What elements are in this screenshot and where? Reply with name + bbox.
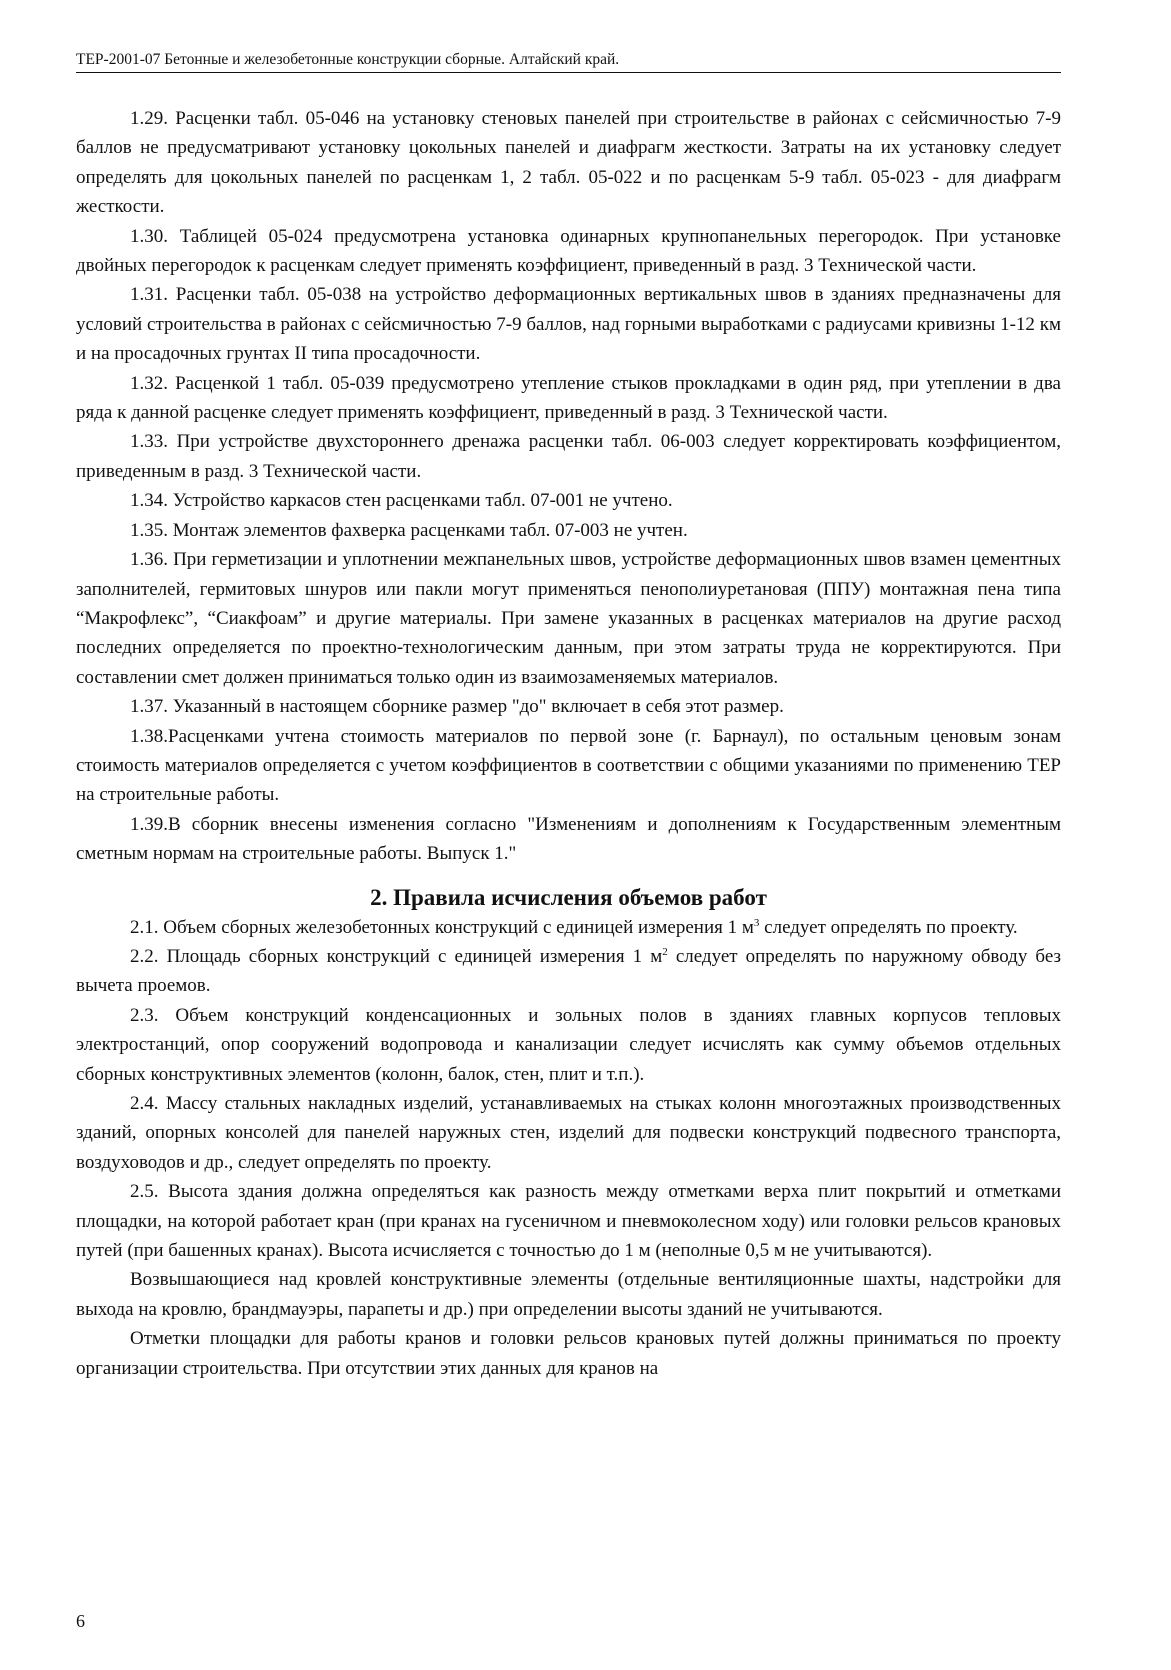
paragraph-1-33: 1.33. При устройстве двухстороннего дренажа расценки табл. 06-003 следует корректировать коэффициентом, приведенным в разд. 3 Технической части.: [76, 431, 1061, 482]
paragraph-2-2: [76, 942, 1061, 1001]
paragraph-2-1-text: 2.1. Объем сборных железобетонных конструкций с единицей измерения 1 м: [130, 916, 754, 938]
paragraph-1-36: 1.36. При герметизации и уплотнении межпанельных швов, устройстве деформационных швов взамен цементных заполнителей, гермитовых шнуров или пакли могут применяться пенополиуретановая (ППУ) монтажная пена типа “Макрофлекс”, “Сиакфоам” и другие материалы. При замене указанных в расценках материалов на другие расход последних определяется по проектно-технологическим данным, при этом затраты труда не корректируются. При составлении смет должен приниматься только один из взаимозаменяемых материалов.: [76, 549, 1061, 688]
running-header: [76, 50, 1061, 73]
paragraph-1-39: 1.39.В сборник внесены изменения согласно "Изменениям и дополнениям к Государственным элементным сметным нормам на строительные работы. Выпуск 1.": [76, 813, 1061, 865]
paragraph-1-29: 1.29. Расценки табл. 05-046 на установку стеновых панелей при строительстве в районах с сейсмичностью 7-9 баллов не предусматривают установку цокольных панелей и диафрагм жесткости. Затраты на их установку следует определять для цокольных панелей по расценкам 1, 2 табл. 05-022 и по расценкам 5-9 табл. 05-023 - для диафрагм жесткости.: [76, 108, 1061, 218]
paragraph-1-34: 1.34. Устройство каркасов стен расценками табл. 07-001 не учтено.: [130, 490, 673, 512]
paragraph-2-5: 2.5. Высота здания должна определяться как разность между отметками верха плит покрытий и отметками площадки, на которой работает кран (при кранах на гусеничном и пневмоколесном ходу) или головки рельсов крановых путей (при башенных кранах). Высота исчисляется с точностью до 1 м (неполные 0,5 м не учитываются).: [76, 1181, 1061, 1262]
section-2-title: 2. Правила исчисления объемов работ: [370, 884, 767, 910]
paragraph-2-1: [76, 913, 1061, 942]
paragraph-1-30: 1.30. Таблицей 05-024 предусмотрена установка одинарных крупнопанельных перегородок. При установке двойных перегородок к расценкам следует применять коэффициент, приведенный в разд. 3 Технической части.: [76, 225, 1061, 277]
paragraph-1-35: 1.35. Монтаж элементов фахверка расценками табл. 07-003 не учтен.: [130, 519, 688, 541]
paragraph-1-32: 1.32. Расценкой 1 табл. 05-039 предусмотрено утепление стыков прокладками в один ряд, при утеплении в два ряда к данной расценке следует применять коэффициент, приведенный в разд. 3 Технической части.: [76, 372, 1061, 424]
page-body: [76, 104, 1061, 1383]
paragraph-2-5-cranes: Отметки площадки для работы кранов и головки рельсов крановых путей должны приниматься по проекту организации строительства. При отсутствии этих данных для кранов на: [76, 1328, 1061, 1379]
paragraph-2-5-note: Возвышающиеся над кровлей конструктивные элементы (отдельные вентиляционные шахты, надстройки для выхода на кровлю, брандмауэры, парапеты и др.) при определении высоты зданий не учитываются.: [76, 1269, 1061, 1320]
paragraph-2-2-text: 2.2. Площадь сборных конструкций с единицей измерения 1 м: [130, 945, 663, 967]
running-head-text: ТЕР-2001-07 Бетонные и железобетонные конструкции сборные. Алтайский край.: [76, 51, 620, 68]
paragraph-1-37: 1.37. Указанный в настоящем сборнике размер "до" включает в себя этот размер.: [130, 696, 784, 718]
paragraph-2-1-text-end: следует определять по проекту.: [759, 916, 1018, 938]
superscript-2: 2: [662, 945, 668, 958]
paragraph-1-31: 1.31. Расценки табл. 05-038 на устройство деформационных вертикальных швов в зданиях предназначены для условий строительства в районах с сейсмичностью 7-9 баллов, над горными выработками с радиусами кривизны 1-12 км и на просадочных грунтах II типа просадочности.: [76, 284, 1061, 365]
paragraph-1-38: 1.38.Расценками учтена стоимость материалов по первой зоне (г. Барнаул), по остальным ценовым зонам стоимость материалов определяется с учетом коэффициентов в соответствии с общими указаниями по применению ТЕР на строительные работы.: [76, 725, 1061, 806]
superscript-3: 3: [753, 916, 760, 929]
paragraph-2-3: 2.3. Объем конструкций конденсационных и зольных полов в зданиях главных корпусов тепловых электростанций, опор сооружений водопровода и канализации следует исчислять как сумму объемов отдельных сборных конструктивных элементов (колонн, балок, стен, плит и т.п.).: [76, 1004, 1061, 1085]
paragraph-2-2-text-end: следует определять по наружному обводу без вычета проемов.: [76, 945, 1061, 997]
page-number: 6: [76, 1611, 85, 1631]
paragraph-2-4: 2.4. Массу стальных накладных изделий, устанавливаемых на стыках колонн многоэтажных производственных зданий, опорных консолей для панелей наружных стен, изделий для подвески конструкций подвесного транспорта, воздуховодов и др., следует определять по проекту.: [76, 1093, 1061, 1173]
